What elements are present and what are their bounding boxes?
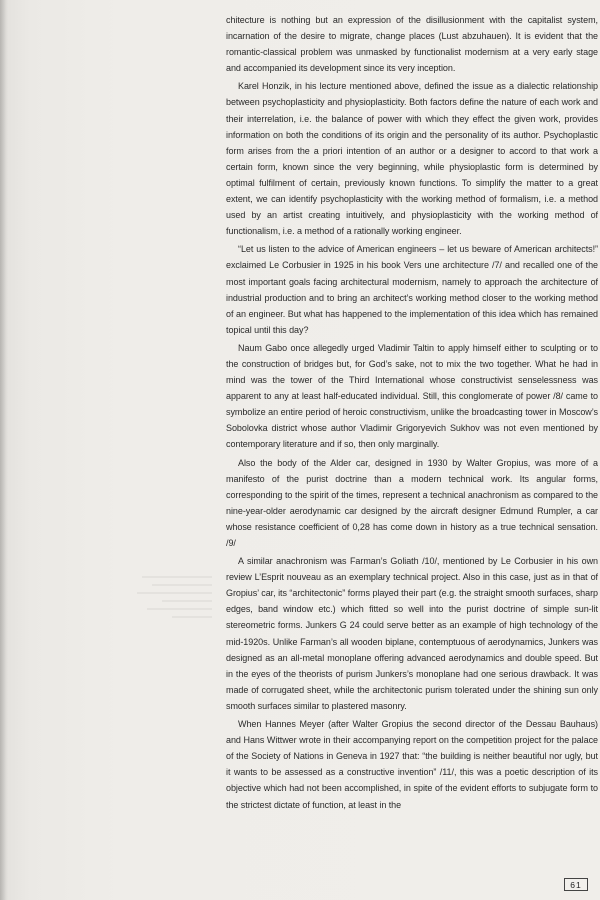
spine-shadow <box>0 0 8 900</box>
paragraph-alder-car: Also the body of the Alder car, designed in 1930 by Walter Gropius, was more of a manifesto of the purist doctrine than a modern technical work. Its angular forms, corresponding to the spirit of the times, represent a technical anachronism as compared to the nine-year-older aerodynamic car designed by the aircraft designer Edmund Rumpler, a car whose resistance coefficient of 0,28 has come down in history as a true technical sensation. /9/ <box>226 457 598 548</box>
page-number: 61 <box>564 878 588 891</box>
paragraph-honzik: Karel Honzik, in his lecture mentioned above, defined the issue as a dialectic relationship between psychoplasticity and physioplasticity. Both factors define the nature of each work and their interrelation, i.e. the balance of power with which they effect the given work, provides information on both the conditions of its origin and the personality of its author. Psychoplastic form arises from the a priori intention of an author or a designer to accord to that work a certain form, known since the very beginning, while physioplastic form is determined by optimal fulfilment of certain, previously known functions. To simplify the matter to a great extent, we can identify psychoplasticity with the working method of formalism, i.e. a method used by an artist creating intuitively, and physioplasticity with the working method of functionalism, i.e. a method of a rationally working engineer. <box>226 81 598 237</box>
body-text-column <box>226 12 598 815</box>
paragraph-le-corbusier-quote: “Let us listen to the advice of American engineers – let us beware of American architects!” exclaimed Le Corbusier in 1925 in his book Vers une architecture /7/ and recalled one of the most important goals facing architectural modernism, namely to approach the architecture of industrial production and to bring an architect’s working method closer to the working method of an engineer. But what has happened to the implementation of this idea which has remained topical until this day? <box>226 244 598 335</box>
paragraph-farman-goliath: A similar anachronism was Farman’s Goliath /10/, mentioned by Le Corbusier in his own review L’Esprit nouveau as an exemplary technical project. Also in this case, just as in that of Gropius’ car, its “architectonic” forms played their part (e.g. the straight smooth surfaces, sharp edges, band window etc.) which fitted so well into the purist doctrine of simple sun-lit stereometric forms. Junkers G 24 could serve better as an example of high technology of the mid-1920s. Unlike Farman’s all wooden biplane, contemptuous of aerodynamics, Junkers was designed as an all-metal monoplane offering advanced aerodynamics and double speed. But in the eyes of the theorists of purism Junkers’s monoplane had one serious drawback. It was made of corrugated sheet, while the architectonic purism tolerated under the shining sun only smooth surfaces similar to plastered masonry. <box>226 556 598 711</box>
paragraph-hannes-meyer: When Hannes Meyer (after Walter Gropius the second director of the Dessau Bauhaus) and Hans Wittwer wrote in their accompanying report on the competition project for the palace of the Society of Nations in Geneva in 1927 that: “the building is neither beautiful nor ugly, but it wants to be assessed as a constructive invention” /11/, this was a poetic description of its objective which had not been accomplished, in spite of the evident efforts to subjugate form to the strictest dictate of function, at least in the <box>226 719 598 810</box>
paragraph-naum-gabo: Naum Gabo once allegedly urged Vladimir Taltin to apply himself either to sculpting or to the construction of bridges but, for God’s sake, not to mix the two together. What he had in mind was the tower of the Third International whose constructivist senselessness was apparent to any at least half-educated individual. Still, this conglomerate of power /8/ came to symbolize an entire period of heroic constructivism, unlike the broadcasting tower in Moscow’s Sobolovka district whose author Vladimir Grigoryevich Sukhov was not even mentioned by contemporary literature and if so, then only marginally. <box>226 342 598 450</box>
paragraph-continuation: chitecture is nothing but an expression of the disillusionment with the capitalist system, incarnation of the desire to migrate, change places (Lust abzuhauen). It is evident that the romantic-classical problem was unmasked by functionalist modernism at a very early stage and accompanied its development since its very inception. <box>226 15 598 74</box>
show-through-margin-text <box>112 576 212 636</box>
